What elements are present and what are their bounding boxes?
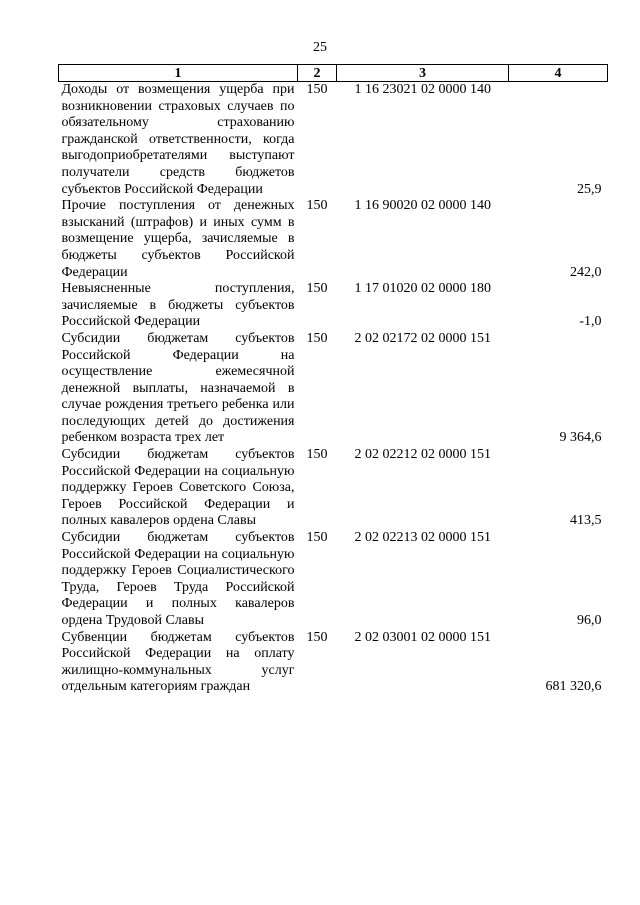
classification-code: 2 02 02172 02 0000 151 — [354, 330, 491, 346]
column-header-code: 3 — [337, 65, 509, 82]
column-header-amount: 4 — [509, 65, 608, 82]
column-header-name: 1 — [59, 65, 298, 82]
page-number: 25 — [313, 40, 327, 55]
amount: 25,9 — [577, 181, 602, 197]
admin-code: 150 — [306, 330, 328, 346]
classification-code: 1 17 01020 02 0000 180 — [354, 281, 491, 297]
revenue-name: Невыясненные поступления, зачисляемые в бюджеты субъектов Российской Федерации — [61, 281, 295, 330]
table-row — [59, 82, 608, 199]
revenue-name: Субсидии бюджетам субъектов Российской Федерации на осуществление ежемесячной денежной выплаты, назначаемой в случае рождения третьего ребенка или последующих детей до достижения ребенком возраста трех лет — [61, 330, 295, 446]
admin-code: 150 — [306, 629, 328, 645]
header-row — [59, 65, 608, 82]
revenue-name: Прочие поступления от денежных взысканий (штрафов) и иных сумм в возмещение ущерба, зачисляемые в бюджеты субъектов Российской Федерации — [61, 198, 295, 280]
amount: 681 320,6 — [545, 679, 602, 695]
admin-code: 150 — [306, 530, 328, 546]
table-row — [59, 331, 608, 447]
amount: 96,0 — [577, 613, 602, 628]
amount: 9 364,6 — [559, 430, 602, 446]
table-row — [59, 198, 608, 281]
amount: -1,0 — [579, 314, 602, 330]
admin-code: 150 — [306, 198, 328, 214]
classification-code: 2 02 02213 02 0000 151 — [354, 530, 491, 546]
table-header — [59, 65, 608, 82]
revenue-name: Субсидии бюджетам субъектов Российской Федерации на социальную поддержку Героев Советского Союза, Героев Российской Федерации и полных кавалеров ордена Славы — [61, 447, 295, 529]
table-body — [59, 82, 608, 696]
classification-code: 2 02 03001 02 0000 151 — [354, 629, 491, 645]
amount: 413,5 — [570, 513, 602, 529]
amount: 242,0 — [570, 264, 602, 280]
admin-code: 150 — [306, 447, 328, 463]
revenue-name: Субсидии бюджетам субъектов Российской Федерации на социальную поддержку Героев Социалистического Труда, Героев Труда Российской Федерации и полных кавалеров ордена Трудовой Славы — [61, 530, 295, 628]
classification-code: 2 02 02212 02 0000 151 — [354, 447, 491, 463]
revenue-name: Субвенции бюджетам субъектов Российской Федерации на оплату жилищно-коммунальных услуг отдельным категориям граждан — [61, 629, 295, 695]
budget-revenue-table — [58, 64, 608, 696]
revenue-name: Доходы от возмещения ущерба при возникновении страховых случаев по обязательному страхованию гражданской ответственности, когда выгодоприобретателями выступают получатели средств бюджетов субъектов Российской Федерации — [61, 82, 295, 197]
table-row — [59, 530, 608, 630]
admin-code: 150 — [306, 281, 328, 297]
table-row — [59, 281, 608, 331]
column-header-admin: 2 — [298, 65, 337, 82]
classification-code: 1 16 23021 02 0000 140 — [354, 82, 491, 97]
table-row — [59, 630, 608, 696]
admin-code: 150 — [306, 82, 328, 97]
table-row — [59, 447, 608, 530]
classification-code: 1 16 90020 02 0000 140 — [354, 198, 491, 214]
